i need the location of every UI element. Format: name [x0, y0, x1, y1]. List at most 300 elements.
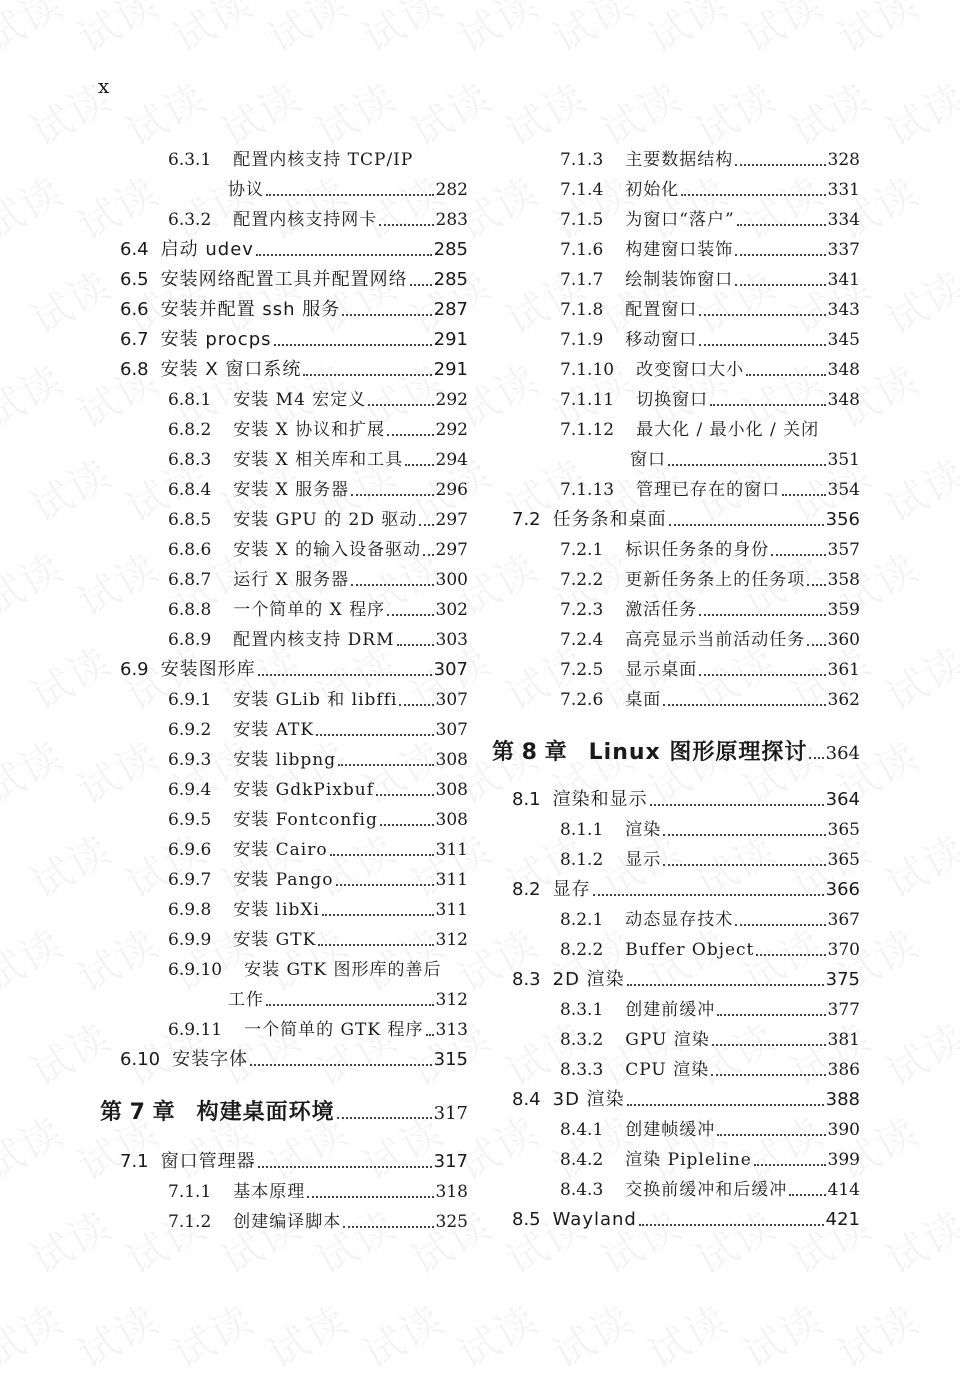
watermark-text — [256, 1289, 357, 1380]
watermark-text — [351, 1289, 452, 1380]
toc-entry-title: 工作 — [228, 990, 264, 1010]
toc-entry-number: 8.5 — [512, 1209, 541, 1230]
toc-leader-dots — [351, 486, 433, 496]
toc-leader-dots — [699, 306, 825, 316]
toc-leader-dots — [650, 796, 824, 806]
toc-leader-dots — [316, 726, 433, 736]
toc-entry-title: 安装字体 — [172, 1049, 249, 1070]
toc-leader-dots — [712, 1036, 826, 1046]
toc-entry-title: 安装 GPU 的 2D 驱动 — [233, 510, 418, 530]
toc-entry[interactable] — [100, 1045, 468, 1075]
toc-entry[interactable] — [100, 415, 468, 445]
toc-entry[interactable] — [100, 835, 468, 865]
toc-page-number: 291 — [433, 359, 468, 380]
toc-entry-title: 移动窗口 — [625, 330, 698, 350]
toc-leader-dots — [699, 606, 825, 616]
toc-leader-dots — [782, 486, 825, 496]
toc-leader-dots — [669, 516, 824, 526]
toc-entry[interactable] — [100, 1207, 468, 1237]
toc-entry-title: 安装 GTK — [233, 930, 317, 950]
toc-entry-title: 高亮显示当前活动任务 — [625, 630, 806, 650]
toc-page-number: 308 — [435, 810, 468, 830]
watermark-text — [826, 0, 927, 64]
toc-entry[interactable] — [492, 385, 860, 415]
toc-leader-dots — [627, 1096, 824, 1106]
toc-leader-dots — [256, 246, 432, 256]
toc-entry[interactable] — [492, 1115, 860, 1145]
toc-leader-dots — [336, 876, 434, 886]
toc-entry-number: 6.8 — [120, 359, 149, 380]
toc-page-number: 313 — [435, 1020, 468, 1040]
watermark-text — [874, 1195, 960, 1286]
toc-entry-title: 交换前缓冲和后缓冲 — [625, 1180, 788, 1200]
toc-entry[interactable] — [100, 715, 468, 745]
toc-entry[interactable] — [100, 175, 468, 205]
toc-entry-title: 安装 X 的输入设备驱动 — [233, 540, 422, 560]
toc-entry-number: 6.9.2 — [168, 720, 212, 740]
toc-leader-dots — [639, 1216, 824, 1226]
toc-leader-dots — [663, 826, 825, 836]
toc-leader-dots — [663, 856, 825, 866]
watermark-text — [874, 1007, 960, 1098]
toc-page-number: 365 — [827, 850, 860, 870]
toc-entry-title: 安装 procps — [160, 329, 272, 350]
toc-leader-dots — [699, 666, 825, 676]
toc-entry[interactable] — [492, 815, 860, 845]
toc-page-number: 361 — [827, 660, 860, 680]
toc-entry-number: 6.8.5 — [168, 510, 212, 530]
watermark-text — [66, 1289, 167, 1380]
toc-entry-title: 一个简单的 GTK 程序 — [244, 1020, 424, 1040]
toc-leader-dots — [423, 546, 433, 556]
toc-leader-dots — [663, 696, 825, 706]
toc-entry-title: 创建前缓冲 — [625, 1000, 716, 1020]
toc-entry[interactable] — [492, 875, 860, 905]
toc-entry-number: 7.2.6 — [560, 690, 604, 710]
toc-page-number: 282 — [435, 180, 468, 200]
toc-entry-number: 7.2.4 — [560, 630, 604, 650]
toc-page-number: 362 — [827, 690, 860, 710]
toc-page-number: 367 — [827, 910, 860, 930]
toc-entry-number: 6.8.9 — [168, 630, 212, 650]
toc-entry[interactable] — [492, 1205, 860, 1235]
watermark-text — [874, 631, 960, 722]
toc-entry-title: 最大化 / 最小化 / 关闭 — [636, 420, 820, 440]
watermark-text — [0, 913, 73, 1004]
toc-entry[interactable] — [492, 1175, 860, 1205]
toc-entry[interactable] — [100, 685, 468, 715]
toc-leader-dots — [710, 396, 825, 406]
toc-page-number: 343 — [827, 300, 860, 320]
toc-page-number: 307 — [435, 720, 468, 740]
toc-entry-number: 8.4.3 — [560, 1180, 604, 1200]
toc-page-number: 345 — [827, 330, 860, 350]
toc-entry[interactable] — [492, 595, 860, 625]
toc-entry-title: 创建编译脚本 — [233, 1212, 342, 1232]
toc-page-number: 294 — [435, 450, 468, 470]
toc-leader-dots — [735, 276, 825, 286]
toc-entry-title: 桌面 — [625, 690, 662, 710]
toc-entry[interactable] — [492, 1145, 860, 1175]
watermark-text — [446, 1289, 547, 1380]
toc-entry-number: 7.1.5 — [560, 210, 604, 230]
toc-page-number: 348 — [827, 390, 860, 410]
toc-entry-number: 第 7 章 — [100, 1100, 175, 1125]
toc-entry-number: 8.4.2 — [560, 1150, 604, 1170]
toc-entry-number: 7.1.6 — [560, 240, 604, 260]
toc-entry[interactable] — [100, 235, 468, 265]
toc-entry-title: 任务条和桌面 — [552, 509, 667, 530]
toc-leader-dots — [754, 1156, 826, 1166]
toc-left-column — [100, 143, 468, 1243]
toc-page-number: 421 — [825, 1209, 860, 1230]
toc-leader-dots — [735, 916, 825, 926]
toc-leader-dots — [419, 516, 433, 526]
toc-leader-dots — [322, 906, 434, 916]
toc-entry[interactable] — [492, 175, 860, 205]
watermark-text — [0, 1101, 73, 1192]
toc-entry-number: 7.2.1 — [560, 540, 604, 560]
toc-entry[interactable] — [100, 265, 468, 295]
toc-leader-dots — [717, 1126, 825, 1136]
toc-entry[interactable] — [492, 785, 860, 815]
toc-entry[interactable] — [100, 655, 468, 685]
toc-entry-title: 构建桌面环境 — [196, 1100, 335, 1125]
toc-page-number: 357 — [827, 540, 860, 560]
toc-page-number: 375 — [825, 969, 860, 990]
toc-entry-number: 6.8.8 — [168, 600, 212, 620]
toc-entry[interactable] — [492, 655, 860, 685]
toc-entry[interactable] — [100, 895, 468, 925]
toc-entry-number: 6.4 — [120, 239, 149, 260]
toc-entry[interactable] — [100, 295, 468, 325]
toc-entry-title: 安装 ATK — [233, 720, 315, 740]
toc-entry-number: 6.9.1 — [168, 690, 212, 710]
toc-entry-title: 绘制装饰窗口 — [625, 270, 734, 290]
toc-leader-dots — [627, 976, 824, 986]
toc-entry[interactable] — [492, 1055, 860, 1085]
toc-entry-number: 7.1.11 — [560, 390, 615, 410]
toc-entry-title: 为窗口“落户” — [625, 210, 735, 230]
toc-page-number: 341 — [827, 270, 860, 290]
toc-leader-dots — [274, 336, 432, 346]
toc-page-number: 318 — [435, 1182, 468, 1202]
toc-entry[interactable] — [492, 905, 860, 935]
toc-leader-dots — [338, 756, 433, 766]
toc-page-number: 287 — [433, 299, 468, 320]
toc-page-number: 377 — [827, 1000, 860, 1020]
toc-leader-dots — [399, 696, 433, 706]
toc-entry[interactable] — [492, 265, 860, 295]
toc-page-number: 351 — [827, 450, 860, 470]
watermark-text — [731, 0, 832, 64]
toc-entry[interactable] — [100, 475, 468, 505]
toc-entry-number: 6.9.8 — [168, 900, 212, 920]
toc-page-number: 348 — [827, 360, 860, 380]
toc-page-number: 297 — [435, 510, 468, 530]
watermark-text — [541, 1289, 642, 1380]
toc-entry[interactable] — [492, 145, 860, 175]
toc-leader-dots — [717, 1006, 825, 1016]
toc-entry-number: 第 8 章 — [492, 740, 567, 765]
toc-entry-number: 8.3.1 — [560, 1000, 604, 1020]
toc-entry-number: 6.6 — [120, 299, 149, 320]
toc-entry[interactable] — [100, 145, 468, 175]
toc-entry-number: 8.2.1 — [560, 910, 604, 930]
toc-entry-title: 安装网络配置工具并配置网络 — [160, 269, 408, 290]
toc-leader-dots — [343, 1218, 433, 1228]
watermark-text — [256, 0, 357, 64]
toc-entry-number: 6.8.2 — [168, 420, 212, 440]
toc-entry[interactable] — [100, 805, 468, 835]
toc-leader-dots — [809, 749, 823, 759]
toc-entry-title: GPU 渲染 — [625, 1030, 710, 1050]
toc-entry-title: 协议 — [228, 180, 264, 200]
toc-entry[interactable] — [100, 1177, 468, 1207]
toc-entry[interactable] — [492, 355, 860, 385]
toc-page-number: 356 — [825, 509, 860, 530]
toc-page-number: 414 — [827, 1180, 860, 1200]
toc-entry-title: 安装 GLib 和 libffi — [233, 690, 398, 710]
toc-page-number: 317 — [433, 1103, 468, 1124]
toc-entry[interactable] — [492, 845, 860, 875]
toc-page-number: 325 — [435, 1212, 468, 1232]
toc-entry-number: 7.1.3 — [560, 150, 604, 170]
toc-leader-dots — [266, 996, 434, 1006]
toc-page-number: 381 — [827, 1030, 860, 1050]
watermark-text — [541, 0, 642, 64]
toc-entry[interactable] — [492, 965, 860, 995]
toc-leader-dots — [368, 396, 433, 406]
toc-entry[interactable] — [492, 475, 860, 505]
toc-entry-title: 创建帧缓冲 — [625, 1120, 716, 1140]
toc-page-number: 311 — [435, 840, 468, 860]
watermark-text — [874, 819, 960, 910]
toc-entry-number: 8.3.2 — [560, 1030, 604, 1050]
toc-page-number: 354 — [827, 480, 860, 500]
toc-entry-title: 配置内核支持 DRM — [233, 630, 395, 650]
toc-entry-title: 改变窗口大小 — [636, 360, 745, 380]
toc-entry[interactable] — [100, 955, 468, 985]
toc-entry-number: 6.9.4 — [168, 780, 212, 800]
toc-entry-number: 7.1.10 — [560, 360, 615, 380]
toc-leader-dots — [397, 636, 434, 646]
toc-entry[interactable] — [100, 565, 468, 595]
toc-leader-dots — [337, 1109, 432, 1119]
toc-entry-title: 3D 渲染 — [552, 1089, 625, 1110]
toc-entry-title: 切换窗口 — [636, 390, 709, 410]
toc-entry-title: 显存 — [552, 879, 591, 900]
toc-entry-title: 配置窗口 — [625, 300, 698, 320]
watermark-text — [874, 443, 960, 534]
toc-page-number: 307 — [433, 659, 468, 680]
toc-page-number: 365 — [827, 820, 860, 840]
toc-page-number: 303 — [435, 630, 468, 650]
toc-entry-number: 7.2.3 — [560, 600, 604, 620]
watermark-text — [874, 255, 960, 346]
toc-page-number: 292 — [435, 390, 468, 410]
toc-leader-dots — [307, 1188, 433, 1198]
toc-entry-number: 7.1 — [120, 1151, 149, 1172]
toc-leader-dots — [737, 216, 826, 226]
toc-entry-number: 6.9.9 — [168, 930, 212, 950]
toc-entry[interactable] — [100, 505, 468, 535]
watermark-text — [826, 1289, 927, 1380]
toc-entry[interactable] — [492, 1085, 860, 1115]
toc-entry[interactable] — [492, 625, 860, 655]
toc-page-number: 300 — [435, 570, 468, 590]
toc-entry-title: 渲染和显示 — [552, 789, 648, 810]
toc-entry-number: 6.8.7 — [168, 570, 212, 590]
toc-page-number: 358 — [827, 570, 860, 590]
toc-entry-title: 安装 X 服务器 — [233, 480, 350, 500]
toc-entry-number: 6.9.11 — [168, 1020, 223, 1040]
toc-entry[interactable] — [100, 625, 468, 655]
toc-entry-title: 窗口 — [630, 450, 666, 470]
toc-page-number: 291 — [433, 329, 468, 350]
toc-entry[interactable] — [100, 1147, 468, 1177]
toc-entry-number: 6.8.1 — [168, 390, 212, 410]
toc-entry-number: 6.8.4 — [168, 480, 212, 500]
toc-chapter-entry[interactable] — [492, 738, 860, 768]
watermark-text — [351, 0, 452, 64]
toc-page-number: 334 — [827, 210, 860, 230]
toc-entry[interactable] — [492, 295, 860, 325]
toc-page-number: 285 — [433, 239, 468, 260]
toc-entry-title: 安装 GTK 图形库的善后 — [244, 960, 442, 980]
toc-leader-dots — [699, 336, 825, 346]
toc-leader-dots — [593, 886, 824, 896]
toc-entry-number: 6.9 — [120, 659, 149, 680]
toc-entry[interactable] — [100, 445, 468, 475]
toc-page-number: 364 — [825, 789, 860, 810]
toc-leader-dots — [376, 786, 434, 796]
toc-entry-number: 8.4.1 — [560, 1120, 604, 1140]
toc-entry-title: 安装 X 窗口系统 — [160, 359, 302, 380]
toc-entry[interactable] — [492, 205, 860, 235]
toc-entry[interactable] — [100, 745, 468, 775]
toc-right-column — [492, 143, 860, 1243]
toc-entry[interactable] — [492, 415, 860, 445]
toc-entry-number: 8.3 — [512, 969, 541, 990]
toc-entry-title: 启动 udev — [160, 239, 254, 260]
toc-entry[interactable] — [100, 385, 468, 415]
toc-leader-dots — [735, 156, 825, 166]
toc-entry-title: 安装 M4 宏定义 — [233, 390, 367, 410]
toc-leader-dots — [426, 1026, 434, 1036]
toc-entry-title: 显示桌面 — [625, 660, 698, 680]
toc-entry-title: 安装 GdkPixbuf — [233, 780, 375, 800]
toc-page-number: 328 — [827, 150, 860, 170]
toc-entry-number: 7.1.1 — [168, 1182, 212, 1202]
toc-chapter-entry[interactable] — [100, 1098, 468, 1128]
toc-entry-number: 8.2.2 — [560, 940, 604, 960]
toc-entry-number: 6.8.6 — [168, 540, 212, 560]
toc-entry[interactable] — [100, 595, 468, 625]
toc-entry-title: 安装图形库 — [160, 659, 256, 680]
toc-entry[interactable] — [100, 985, 468, 1015]
toc-page-number: 388 — [825, 1089, 860, 1110]
watermark-text — [446, 0, 547, 64]
toc-entry-title: 安装 Pango — [233, 870, 334, 890]
toc-entry[interactable] — [100, 325, 468, 355]
toc-entry[interactable] — [492, 445, 860, 475]
toc-entry[interactable] — [492, 1025, 860, 1055]
toc-entry-number: 6.9.5 — [168, 810, 212, 830]
toc-entry[interactable] — [492, 685, 860, 715]
toc-leader-dots — [807, 576, 825, 586]
watermark-text — [0, 0, 73, 64]
toc-entry[interactable] — [492, 235, 860, 265]
watermark-text — [636, 0, 737, 64]
toc-entry[interactable] — [492, 565, 860, 595]
toc-entry-title: 安装 libXi — [233, 900, 320, 920]
toc-leader-dots — [756, 946, 825, 956]
toc-entry-title: 运行 X 服务器 — [233, 570, 350, 590]
toc-entry-title: Buffer Object — [625, 940, 755, 960]
toc-entry[interactable] — [100, 775, 468, 805]
toc-entry-title: 显示 — [625, 850, 662, 870]
toc-entry[interactable] — [100, 355, 468, 385]
toc-entry[interactable] — [100, 1015, 468, 1045]
watermark-text — [161, 0, 262, 64]
toc-entry-title: 动态显存技术 — [625, 910, 734, 930]
toc-entry-title: 渲染 — [625, 820, 662, 840]
toc-page-number: 370 — [827, 940, 860, 960]
toc-page-number: 283 — [435, 210, 468, 230]
toc-page-number: 364 — [825, 743, 860, 764]
toc-page-number: 317 — [433, 1151, 468, 1172]
toc-entry[interactable] — [100, 925, 468, 955]
toc-entry-number: 7.1.9 — [560, 330, 604, 350]
watermark-text — [0, 725, 73, 816]
toc-entry-title: 管理已存在的窗口 — [636, 480, 781, 500]
toc-entry-number: 6.3.1 — [168, 150, 212, 170]
toc-entry-title: 构建窗口装饰 — [625, 240, 734, 260]
toc-entry-number: 6.9.6 — [168, 840, 212, 860]
toc-leader-dots — [681, 186, 825, 196]
toc-entry-number: 7.1.4 — [560, 180, 604, 200]
toc-entry-number: 8.1.1 — [560, 820, 604, 840]
toc-entry-title: 标识任务条的身份 — [625, 540, 770, 560]
toc-page-number: 311 — [435, 870, 468, 890]
toc-page-number: 315 — [433, 1049, 468, 1070]
toc-entry-title: 安装 X 相关库和工具 — [233, 450, 404, 470]
toc-page-number: 308 — [435, 750, 468, 770]
toc-leader-dots — [746, 366, 825, 376]
toc-leader-dots — [405, 456, 433, 466]
toc-entry[interactable] — [100, 205, 468, 235]
toc-entry-title: 一个简单的 X 程序 — [233, 600, 386, 620]
toc-entry[interactable] — [492, 995, 860, 1025]
toc-leader-dots — [330, 846, 434, 856]
toc-leader-dots — [258, 666, 432, 676]
toc-leader-dots — [351, 576, 433, 586]
toc-entry-title: CPU 渲染 — [625, 1060, 710, 1080]
toc-entry[interactable] — [492, 535, 860, 565]
toc-entry[interactable] — [100, 865, 468, 895]
toc-entry[interactable] — [492, 935, 860, 965]
watermark-text — [0, 161, 73, 252]
toc-entry[interactable] — [492, 325, 860, 355]
toc-entry-title: 2D 渲染 — [552, 969, 625, 990]
toc-entry[interactable] — [100, 535, 468, 565]
toc-entry-title: 初始化 — [625, 180, 680, 200]
toc-entry[interactable] — [492, 505, 860, 535]
toc-entry-number: 8.4 — [512, 1089, 541, 1110]
toc-leader-dots — [250, 1056, 432, 1066]
toc-leader-dots — [735, 246, 825, 256]
